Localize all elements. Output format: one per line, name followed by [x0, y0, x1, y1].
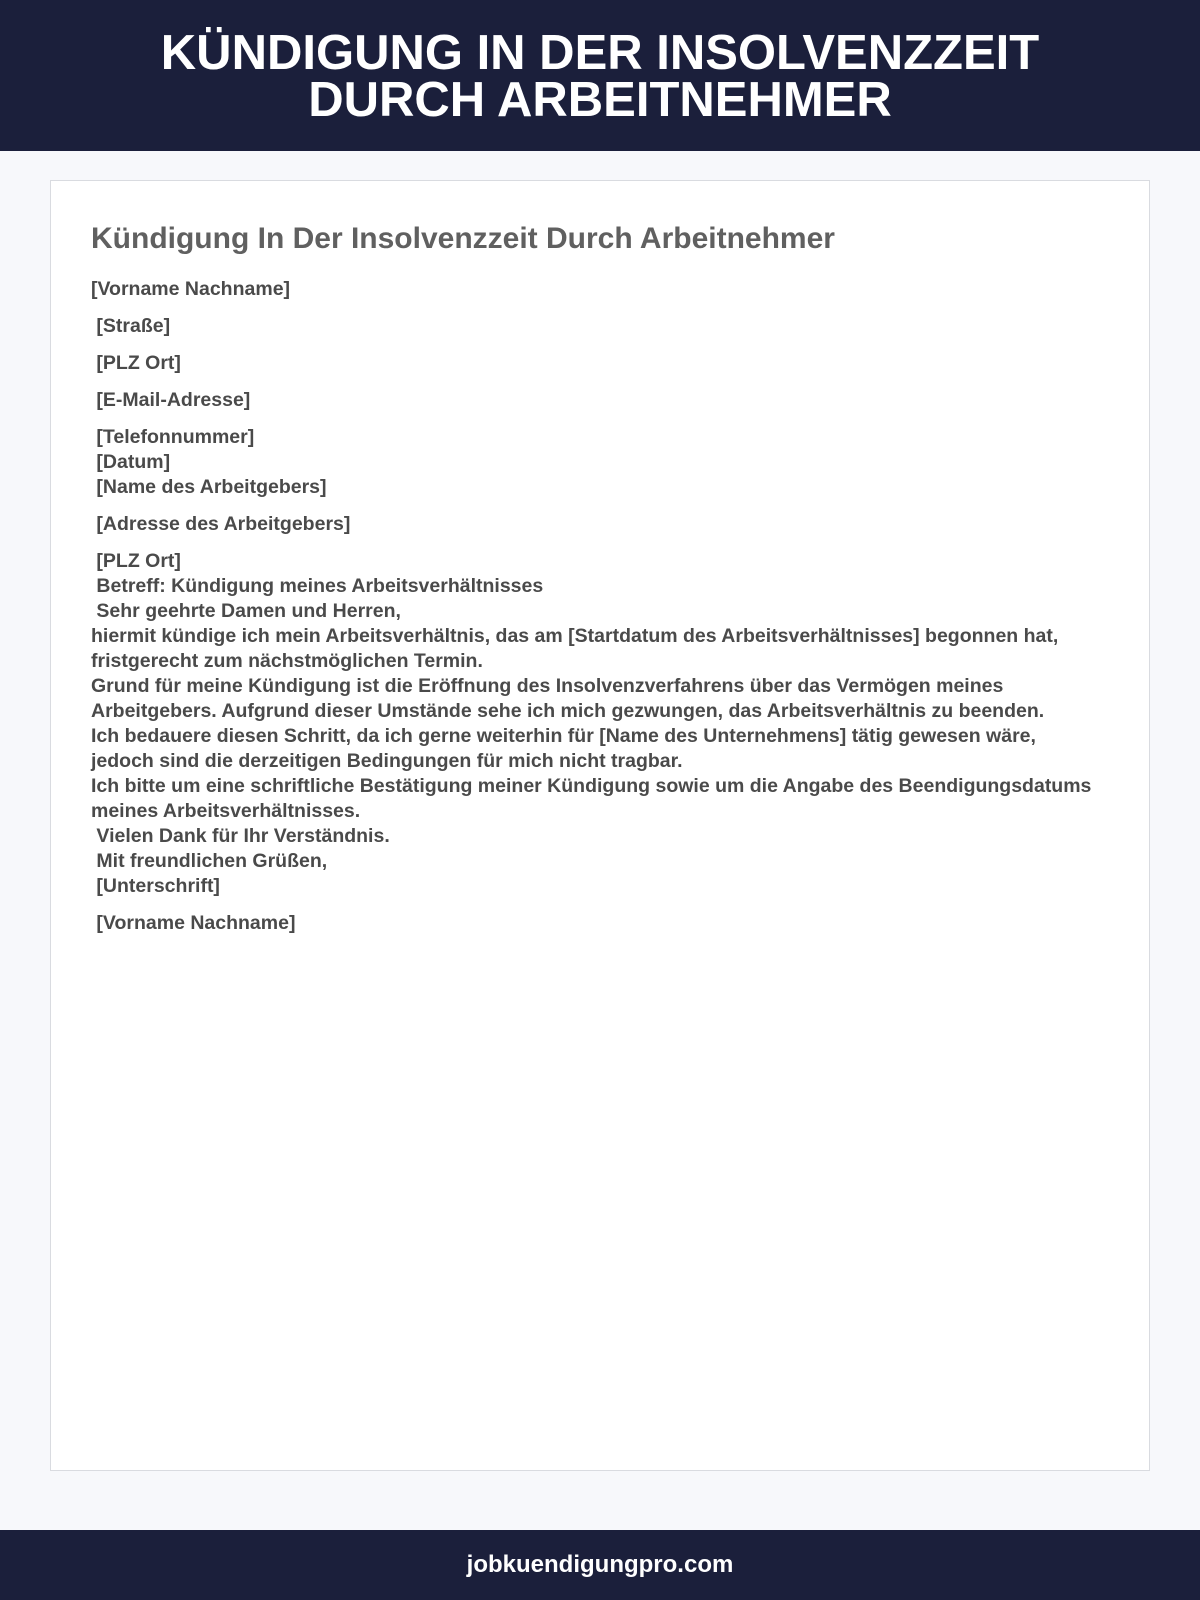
employer-name: [Name des Arbeitgebers] — [91, 476, 327, 498]
footer-site-link[interactable]: jobkuendigungpro.com — [466, 1551, 734, 1578]
sender-phone: [Telefonnummer] — [91, 426, 255, 448]
sender-street: [Straße] — [91, 315, 171, 337]
employer-city: [PLZ Ort] — [91, 550, 181, 572]
sender-city: [PLZ Ort] — [91, 352, 181, 374]
page-title: KÜNDIGUNG IN DER INSOLVENZZEIT DURCH ARBEITNEHMER — [160, 26, 1040, 127]
thanks-line: Vielen Dank für Ihr Verständnis. — [91, 825, 390, 847]
salutation: Sehr geehrte Damen und Herren, — [91, 600, 401, 622]
page-footer — [0, 1530, 1200, 1600]
sender-email: [E-Mail-Adresse] — [91, 389, 251, 411]
signer-name: [Vorname Nachname] — [91, 912, 296, 934]
letter-body — [91, 277, 1101, 936]
sender-name: [Vorname Nachname] — [91, 278, 291, 300]
date: [Datum] — [91, 451, 171, 473]
page-header — [0, 0, 1200, 151]
paragraph-confirmation-request: Ich bitte um eine schriftliche Bestätigung meiner Kündigung sowie um die Angabe des Beendigungsdatums meines Arbeitsverhältnisses. — [91, 775, 1097, 822]
paragraph-reason: Grund für meine Kündigung ist die Eröffnung des Insolvenzverfahrens über das Vermögen meines Arbeitgebers. Aufgrund dieser Umstände sehe ich mich gezwungen, das Arbeitsverhältnis zu beenden. — [91, 675, 1045, 722]
subject-line: Betreff: Kündigung meines Arbeitsverhältnisses — [91, 575, 544, 597]
letter-card — [50, 180, 1150, 1471]
employer-address: [Adresse des Arbeitgebers] — [91, 513, 351, 535]
paragraph-termination: hiermit kündige ich mein Arbeitsverhältnis, das am [Startdatum des Arbeitsverhältnisses] begonnen hat, fristgerecht zum nächstmöglichen Termin. — [91, 625, 1064, 672]
document-title: Kündigung In Der Insolvenzzeit Durch Arbeitnehmer — [91, 222, 835, 255]
closing: Mit freundlichen Grüßen, — [91, 850, 328, 872]
signature-placeholder: [Unterschrift] — [91, 875, 220, 897]
paragraph-regret: Ich bedauere diesen Schritt, da ich gerne weiterhin für [Name des Unternehmens] tätig gewesen wäre, jedoch sind die derzeitigen Bedingungen für mich nicht tragbar. — [91, 725, 1042, 772]
